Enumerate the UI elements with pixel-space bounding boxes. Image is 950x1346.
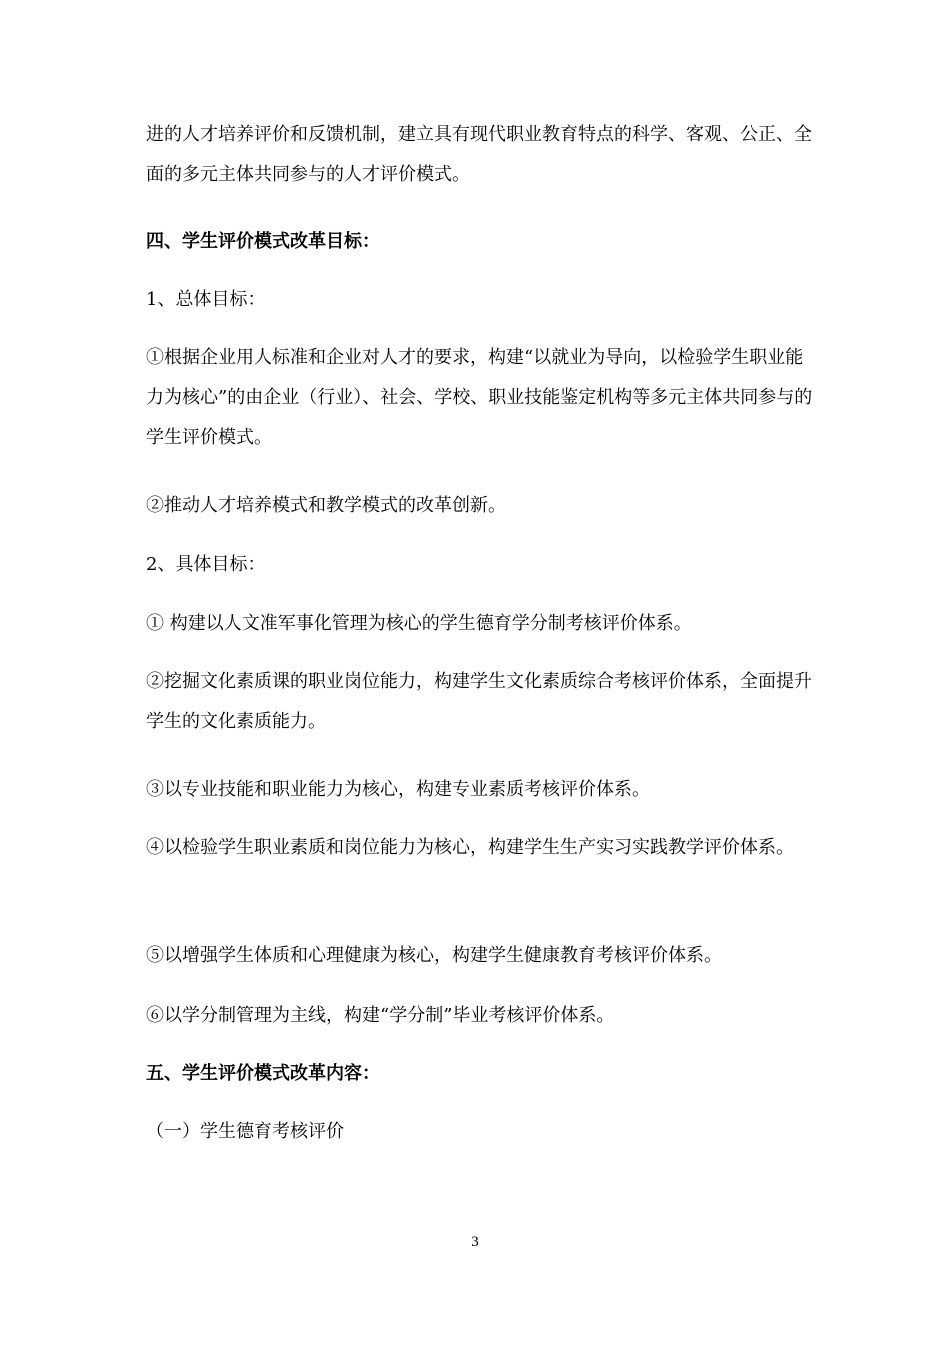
- paragraph-intro-continuation: 进的人才培养评价和反馈机制，建立具有现代职业教育特点的科学、客观、公正、全面的多元主体共同参与的人才评价模式。: [146, 124, 812, 185]
- paragraph-specific-goal-3: ③以专业技能和职业能力为核心，构建专业素质考核评价体系。: [146, 779, 650, 800]
- paragraph-specific-goal-6: ⑥以学分制管理为主线，构建“学分制”毕业考核评价体系。: [146, 1005, 615, 1026]
- paragraph-specific-goal-1: ① 构建以人文准军事化管理为核心的学生德育学分制考核评价体系。: [146, 613, 692, 634]
- subheading-moral-evaluation: （一）学生德育考核评价: [146, 1121, 344, 1142]
- section-heading-4: 四、学生评价模式改革目标：: [146, 231, 380, 252]
- page-number: 3: [471, 1234, 479, 1250]
- paragraph-specific-goal-5: ⑤以增强学生体质和心理健康为核心，构建学生健康教育考核评价体系。: [146, 945, 722, 966]
- paragraph-specific-goal-4: ④以检验学生职业素质和岗位能力为核心，构建学生生产实习实践教学评价体系。: [146, 837, 794, 858]
- paragraph-overall-goal-2: ②推动人才培养模式和教学模式的改革创新。: [146, 495, 506, 516]
- subheading-overall-goal: 1、总体目标：: [146, 289, 266, 310]
- paragraph-specific-goal-2: ②挖掘文化素质课的职业岗位能力，构建学生文化素质综合考核评价体系，全面提升学生的文化素质能力。: [146, 671, 812, 732]
- subheading-specific-goal: 2、具体目标：: [146, 554, 266, 575]
- paragraph-overall-goal-1: ①根据企业用人标准和企业对人才的要求，构建“以就业为导向，以检验学生职业能力为核心”的由企业（行业）、社会、学校、职业技能鉴定机构等多元主体共同参与的学生评价模式。: [146, 347, 813, 448]
- section-heading-5: 五、学生评价模式改革内容：: [146, 1063, 380, 1084]
